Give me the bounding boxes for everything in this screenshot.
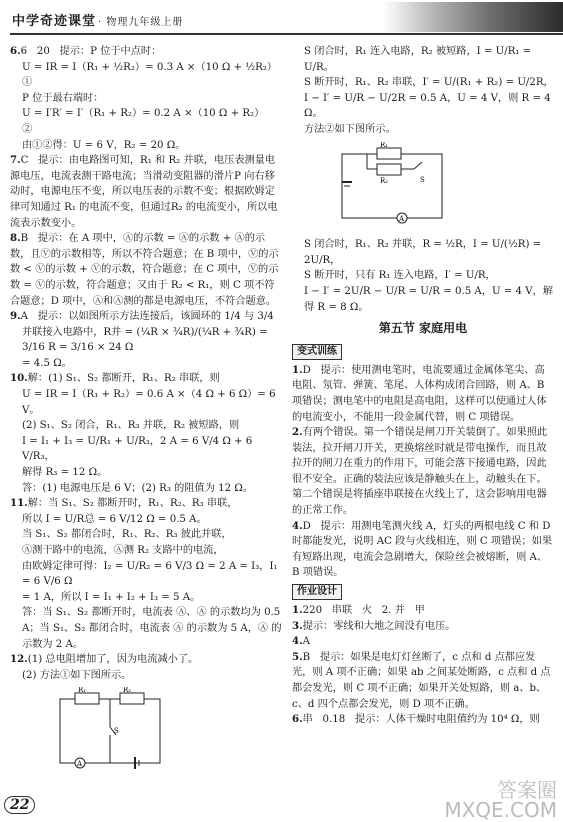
page-header: [0, 0, 563, 38]
answer-line: [292, 122, 554, 138]
answer-line: [10, 512, 282, 528]
question-number: 1.: [292, 604, 303, 617]
answer-line: [292, 712, 554, 728]
answer-line: [292, 425, 554, 519]
circuit1-r1-label: R₁: [78, 687, 87, 695]
answer-text: S 断开时，只有 R₁ 连入电路，I′ = U/R，: [304, 270, 496, 282]
circuit2-ammeter-label: A: [399, 214, 405, 223]
header-title: 中学奇迹课堂 · 物理九年级上册: [12, 14, 184, 29]
answer-text: 提示：零线和大地之间没有电压。: [302, 620, 456, 632]
answer-line: [292, 44, 554, 75]
answer-text: 6 20 提示：P 位于中点时：: [20, 46, 162, 57]
answer-text: 所以 I = U/R总 = 6 V/12 Ω = 0.5 A。: [22, 513, 207, 525]
answer-line: [10, 356, 282, 372]
answer-text: 并联接入电路中，R并 = (¼R × ¾R)/(¼R + ¾R) = 3/16 R = 3/16 × 24 Ω: [22, 326, 271, 354]
answer-line: [292, 75, 554, 91]
answer-line: [292, 363, 554, 425]
homework-design-box: 作业设计: [292, 584, 342, 600]
answer-text: S 断开时，R₁、R₂ 串联，I′ = U/(R₁ + R₂) = U/2R，: [304, 77, 554, 89]
answer-line: [292, 634, 554, 650]
answer-text: D 提示：用测电笔测火线 A，灯头的两根电线 C 和 D 时都能发光，说明 AC 段与火线相连，则 C 项错误；如果有短路出现，电流会急剧增大，保险丝会被熔断，则 A、B 项错误。: [292, 520, 554, 579]
answer-line: [292, 650, 554, 712]
left-column: [10, 44, 282, 783]
header-subtitle: · 物理九年级上册: [98, 17, 184, 28]
question-number: 9.: [10, 310, 21, 323]
answer-line: [10, 106, 282, 137]
answer-line: [10, 652, 282, 668]
answer-line: [292, 91, 554, 122]
answer-line: [10, 91, 282, 107]
right-mid-list: [292, 237, 554, 315]
answer-text: 解：(1) S₁、S₂ 都断开，R₁、R₂ 串联，则: [27, 373, 220, 385]
answer-text: B 提示：在 A 项中，Ⓐ的示数 = Ⓐ的示数 + Ⓐ的示数，且Ⓥ的示数相等，所以不符合题意；在 B 项中，Ⓥ的示数 < Ⓥ的示数 + Ⓥ的示数，符合题意；在 C 项中，Ⓥ的示数 = Ⓥ的示数，符合题意；又由于 R₂ < R₁，则 C 项不符合题意；D 项中，Ⓐ和Ⓐ测的都是电源电压，不符合题意。: [10, 233, 279, 307]
answer-text: 答：当 S₁、S₂ 都断开时，电流表 Ⓐ、Ⓐ 的示数均为 0.5 A；当 S₁、S₂ 都闭合时，电流表 Ⓐ 的示数为 5 A，Ⓐ 的示数为 2 A。: [22, 607, 284, 650]
answer-text: (2) S₁、S₂ 闭合，R₁、R₃ 并联，R₂ 被短路，则: [22, 420, 240, 432]
circuit1-ammeter-label: A: [77, 760, 83, 769]
page-number: 22: [4, 796, 35, 814]
watermark: 答案圈 MXQE.COM: [444, 778, 557, 822]
answer-text: 220 串联 火 2. 并 甲: [302, 605, 425, 617]
answer-text: 方法②如下图所示。: [304, 123, 396, 135]
right-bottom-list: [292, 363, 554, 581]
answer-line: [10, 231, 282, 309]
answer-text: S 闭合时，R₁ 连入电路，R₂ 被短路，I = U/R₁ = U/R。: [304, 46, 535, 73]
question-number: 12.: [10, 653, 28, 666]
answer-text: 解得 R₃ = 12 Ω。: [22, 467, 108, 479]
circuit1-switch-label: S: [114, 727, 119, 736]
answer-text: 由①②得：U = 6 V，R₂ = 20 Ω。: [22, 139, 186, 151]
answer-text: 答：(1) 电源电压是 6 V；(2) R₃ 的阻值为 12 Ω。: [22, 482, 253, 494]
question-number: 11.: [10, 497, 28, 510]
question-number: 3.: [292, 619, 303, 632]
answer-line: [10, 434, 282, 465]
answer-line: [292, 603, 554, 619]
answer-text: I = I₁ + I₃ = U/R₁ + U/R₃，2 A = 6 V/4 Ω + 6 V/R₃，: [22, 435, 256, 463]
answer-text: B 提示：如果是电灯灯丝断了，c 点和 d 点都应发光，则 A 项不正确；如果 ab 之间某处断路，c 点和 d 点都会发光，则 C 项不正确；如果开关处短路，则 a、b、c、d 四个点都会发光，则 D 项不正确。: [292, 651, 551, 710]
answer-line: [10, 387, 282, 418]
answer-line: [10, 481, 282, 497]
answer-line: [10, 418, 282, 434]
question-number: 2.: [292, 426, 303, 439]
answer-text: 由欧姆定律可得：I₂ = U/R₂ = 6 V/3 Ω = 2 A = I₃，I₁ = 6 V/6 Ω: [22, 560, 281, 588]
answer-text: S 闭合时，R₁、R₂ 并联，R = ½R，I = U/(½R) = 2U/R，: [304, 239, 545, 266]
answer-line: [292, 237, 554, 268]
right-final-list: [292, 603, 554, 728]
answer-text: C 提示：由电路图可知，R₁ 和 R₂ 并联，电压表测量电源电压，电流表测干路电流；当滑动变阻器的滑片P 向右移动时，电源电压不变，所以电压表的示数不变；根据欧姆定律可知通过 R₁ 的电流不变，但通过R₂ 的电流变小，所以电流表示数变小。: [10, 155, 278, 229]
answer-line: [10, 309, 282, 325]
question-number: 7.: [10, 154, 21, 167]
answer-line: [10, 605, 282, 652]
answer-text: 解：当 S₁、S₂ 都断开时，R₁、R₂、R₃ 串联，: [27, 498, 238, 510]
question-number: 6.: [10, 45, 21, 57]
answer-line: [292, 268, 554, 284]
answer-line: [292, 284, 554, 315]
answer-line: [10, 60, 282, 91]
answer-text: 当 S₁、S₂ 都闭合时，R₁、R₂、R₃ 彼此并联，: [22, 529, 232, 541]
answer-line: [10, 325, 282, 356]
answer-line: [10, 527, 282, 543]
answer-line: [10, 668, 282, 684]
answer-text: A: [302, 636, 310, 648]
answer-line: [10, 465, 282, 481]
variation-training-box: 变式训练: [292, 344, 342, 360]
left-answer-list: [10, 44, 282, 683]
circuit-diagram-1: [40, 687, 190, 773]
right-column: [292, 44, 554, 728]
answer-text: U = I′R′ = I′（R₁ + R₂）= 0.2 A ×（10 Ω + R₂） ②: [22, 108, 275, 135]
question-number: 1.: [292, 363, 303, 376]
answer-line: [10, 138, 282, 154]
answer-line: [10, 543, 282, 559]
answer-text: I − I′ = 2U/R − U/R = U/R = 0.5 A，U = 4 V，解得 R = 8 Ω。: [304, 285, 554, 313]
question-number: 4.: [292, 519, 303, 532]
question-number: 5.: [292, 650, 303, 663]
answer-line: [10, 559, 282, 590]
circuit2-r1-label: R₁: [380, 141, 389, 149]
circuit2-r2-label: R₂: [380, 176, 389, 185]
answer-line: [10, 153, 282, 231]
answer-text: P 位于最右端时：: [22, 92, 104, 104]
answer-line: [10, 44, 282, 60]
question-number: 4.: [292, 635, 303, 648]
answer-text: (1) 总电阻增加了，因为电流减小了。: [27, 654, 199, 666]
answer-line: [292, 619, 554, 635]
section-title: 第五节 家庭用电: [378, 321, 468, 336]
circuit2-switch-label: S: [420, 175, 425, 184]
answer-text: Ⓐ测干路中的电流，Ⓐ测 R₂ 支路中的电流，: [22, 545, 224, 556]
answer-text: I − I′ = U/R − U/2R = 0.5 A，U = 4 V，则 R = 4 Ω。: [304, 92, 554, 120]
circuit1-r2-label: R₂: [123, 687, 132, 695]
question-number: 6.: [292, 713, 303, 726]
question-number: 8.: [10, 232, 21, 245]
answer-text: 有两个错误。第一个错误是闸刀开关装倒了。如果照此装法，拉开闸刀开关，更换熔丝时就是带电操作，而且故拉开的闸刀在重力的作用下，可能会落下接通电路，因此很不安全。正确的装法应该是静触头在上，动触头在下。第二个错误是将插座串联接在火线上了，这会影响用电器的正常工作。: [292, 427, 548, 517]
answer-text: D 提示：使用测电笔时，电流要通过金属体笔尖、高电阻、氖管、弹簧、笔尾、人体构成闭合回路，则 A、B 项错误；测电笔中的电阻是高电阻，这样可以使通过人体的电流变小，不能用一段金属代替，则 C 项错误。: [292, 364, 548, 423]
answer-text: 串 0.18 提示：人体干燥时电阻值约为 10⁴ Ω，则: [302, 714, 540, 726]
right-top-list: [292, 44, 554, 138]
answer-line: [10, 496, 282, 512]
answer-line: [10, 590, 282, 606]
answer-text: A 提示：以如图所示方法连接后，该圆环的 1/4 与 3/4: [20, 311, 274, 323]
header-decoration: [383, 2, 563, 32]
answer-text: = 4.5 Ω。: [22, 357, 72, 369]
answer-line: [292, 519, 554, 581]
header-rule: [10, 33, 563, 35]
answer-text: U = IR = I（R₁ + ½R₂）= 0.3 A ×（10 Ω + ½R₂）①: [22, 61, 278, 89]
answer-text: U = IR = I（R₁ + R₂）= 0.6 A ×（4 Ω + 6 Ω）= 6 V。: [22, 389, 279, 416]
answer-text: (2) 方法①如下图所示。: [22, 669, 132, 681]
answer-text: = 1 A，所以 I = I₁ + I₂ + I₃ = 5 A。: [22, 591, 201, 603]
answer-line: [10, 371, 282, 387]
question-number: 10.: [10, 372, 28, 385]
circuit-diagram-2: [322, 142, 472, 228]
